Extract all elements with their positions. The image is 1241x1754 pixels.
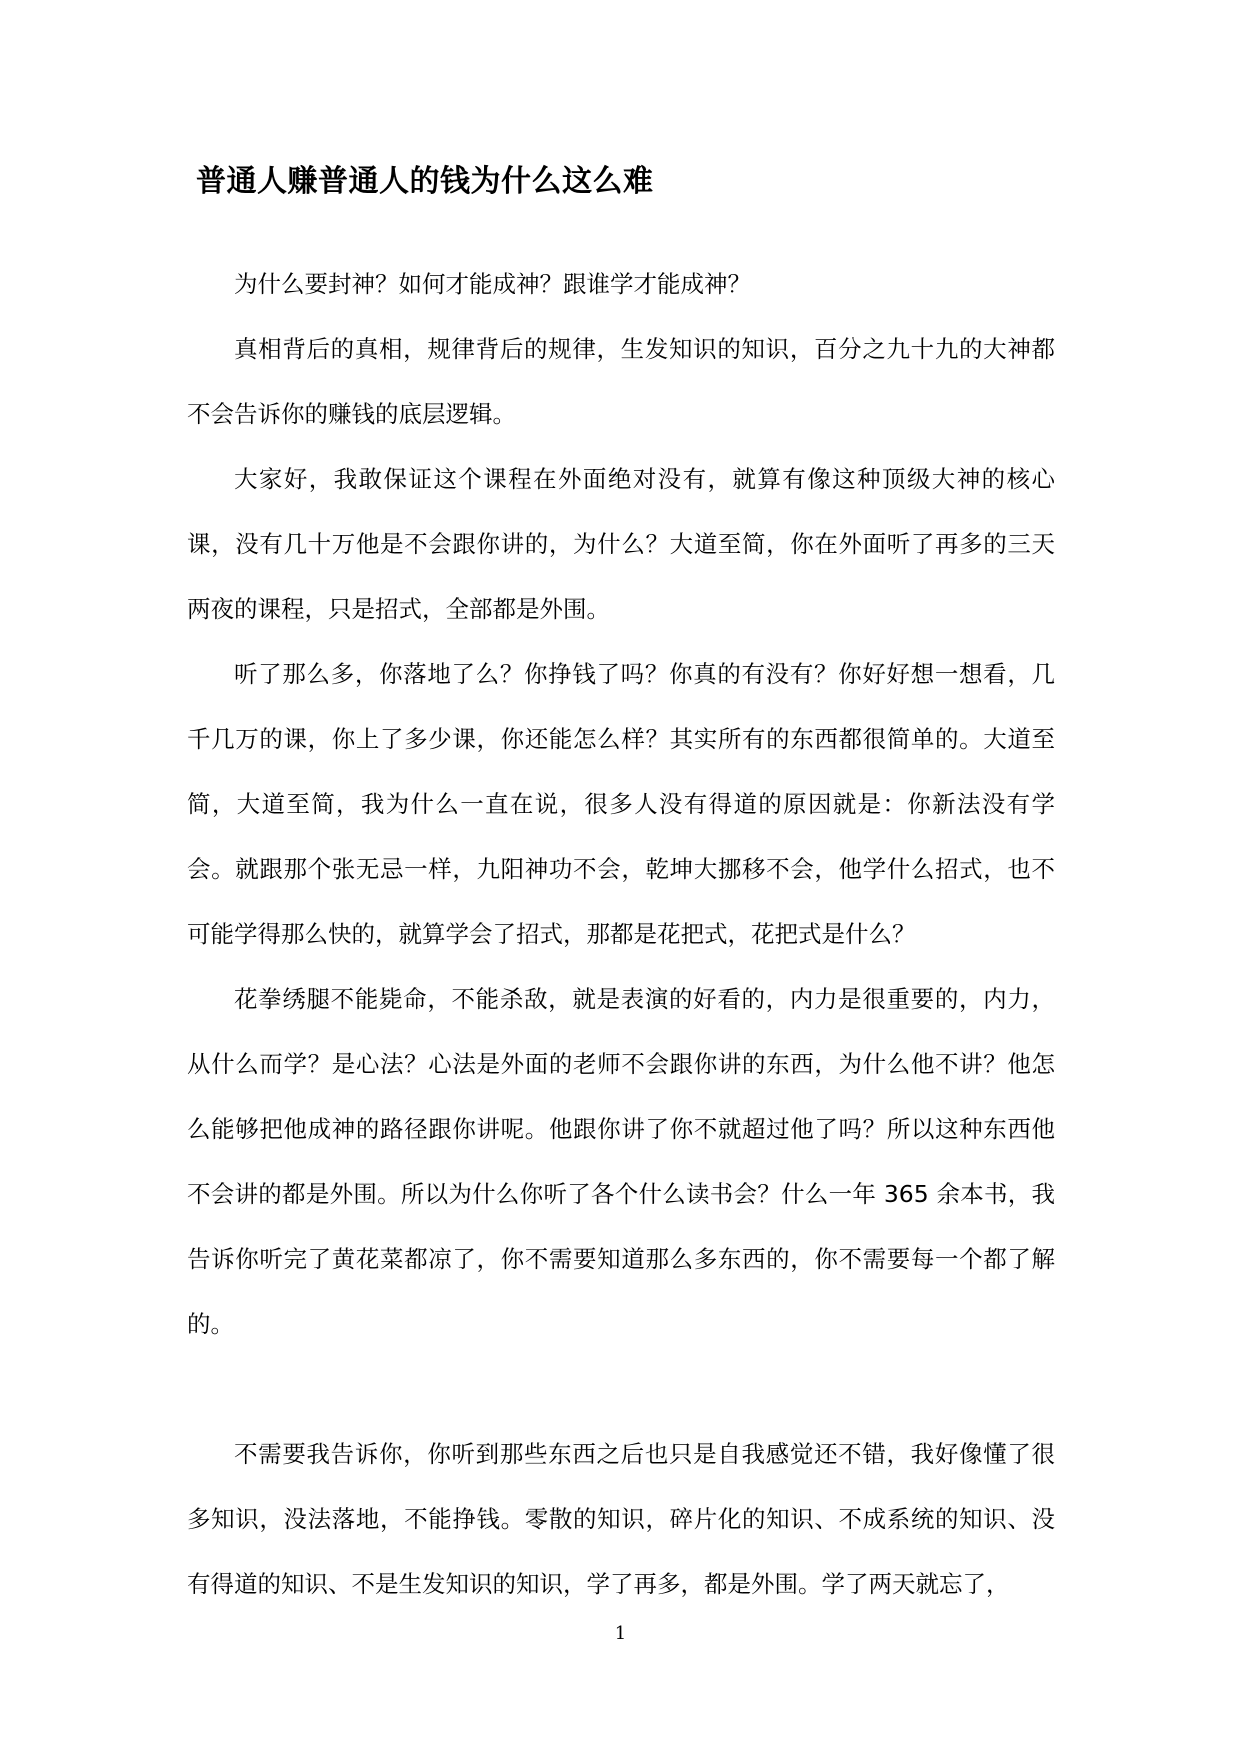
- paragraph-2: 真相背后的真相，规律背后的规律，生发知识的知识，百分之九十九的大神都不会告诉你的赚钱的底层逻辑。: [187, 335, 1055, 428]
- page-number: 1: [614, 1623, 627, 1644]
- paragraph-3: 大家好，我敢保证这个课程在外面绝对没有，就算有像这种顶级大神的核心课，没有几十万他是不会跟你讲的，为什么？大道至简，你在外面听了再多的三天两夜的课程，只是招式，全部都是外围。: [187, 465, 1055, 623]
- paragraph-5: 花拳绣腿不能毙命，不能杀敌，就是表演的好看的，内力是很重要的，内力，从什么而学？是心法？心法是外面的老师不会跟你讲的东西，为什么他不讲？他怎么能够把他成神的路径跟你讲呢。他跟你讲了你不就超过他了吗？所以这种东西他不会讲的都是外围。所以为什么你听了各个什么读书会？什么一年 365 余本书，我告诉你听完了黄花菜都凉了，你不需要知道那么多东西的，你不需要每一个都了解的。: [187, 985, 1055, 1338]
- paragraph-1: 为什么要封神？如何才能成神？跟谁学才能成神？: [234, 270, 751, 298]
- paragraph-4: 听了那么多，你落地了么？你挣钱了吗？你真的有没有？你好好想一想看，几千几万的课，你上了多少课，你还能怎么样？其实所有的东西都很简单的。大道至简，大道至简，我为什么一直在说，很多人没有得道的原因就是：你新法没有学会。就跟那个张无忌一样，九阳神功不会，乾坤大挪移不会，他学什么招式，也不可能学得那么快的，就算学会了招式，那都是花把式，花把式是什么？: [187, 660, 1055, 948]
- paragraph-6: 不需要我告诉你，你听到那些东西之后也只是自我感觉还不错，我好像懂了很多知识，没法落地，不能挣钱。零散的知识，碎片化的知识、不成系统的知识、没有得道的知识、不是生发知识的知识，学了再多，都是外围。学了两天就忘了，: [187, 1440, 1055, 1598]
- document-body: [187, 252, 1055, 1617]
- document-title: 普通人赚普通人的钱为什么这么难: [196, 164, 654, 199]
